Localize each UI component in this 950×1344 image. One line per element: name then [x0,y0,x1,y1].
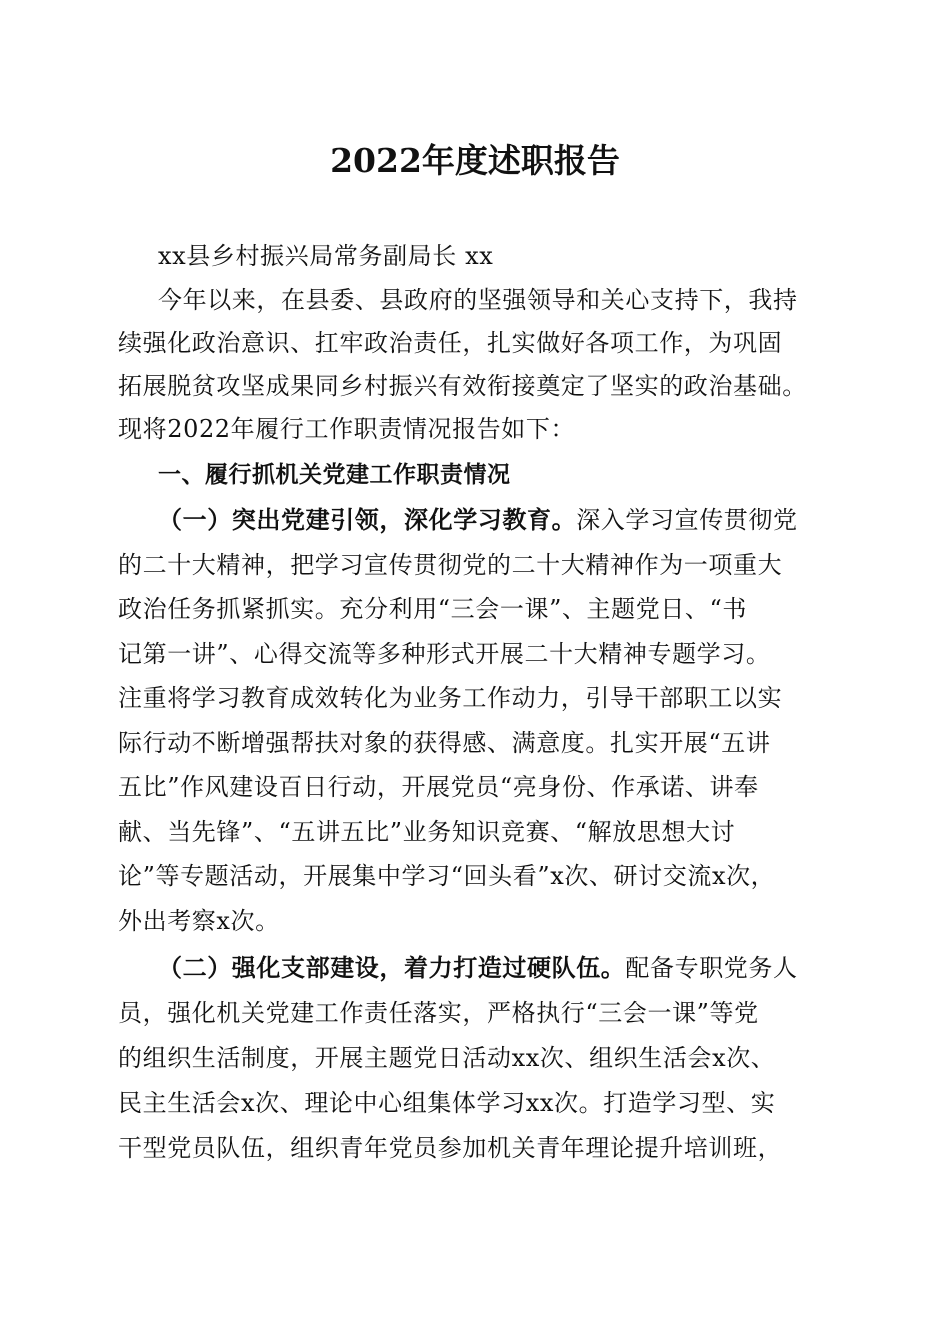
paragraph-line: 干型党员队伍，组织青年党员参加机关青年理论提升培训班， [118,1134,783,1162]
paragraph-line: 外出考察x次。 [118,907,280,935]
paragraph-line [158,500,838,540]
author-line: xx县乡村振兴局常务副局长 xx [158,242,494,270]
paragraph-line: 注重将学习教育成效转化为业务工作动力，引导干部职工以实 [118,684,783,712]
paragraph-line: 现将2022年履行工作职责情况报告如下： [118,415,576,443]
paragraph-line: 的组织生活制度，开展主题党日活动xx次、组织生活会x次、 [118,1044,776,1072]
paragraph-line: 政治任务抓紧抓实。充分利用“三会一课”、主题党日、“书 [118,595,748,623]
paragraph-line: 今年以来，在县委、县政府的坚强领导和关心支持下，我持 [158,286,798,314]
paragraph-line: 拓展脱贫攻坚成果同乡村振兴有效衔接奠定了坚实的政治基础。 [118,372,807,400]
document-title: 2022年度述职报告 [330,141,620,180]
paragraph-line: 记第一讲”、心得交流等多种形式开展二十大精神专题学习。 [118,640,771,668]
subsection-heading: （一）突出党建引领，深化学习教育。 [158,505,577,534]
paragraph-text: 配备专职党务人 [625,954,798,982]
paragraph-line: 续强化政治意识、扛牢政治责任，扎实做好各项工作，为巩固 [118,329,783,357]
paragraph-line: 员，强化机关党建工作责任落实，严格执行“三会一课”等党 [118,999,759,1027]
paragraph-line: 五比”作风建设百日行动，开展党员“亮身份、作承诺、讲奉 [118,773,759,801]
paragraph-text: 深入学习宣传贯彻党 [576,506,798,534]
paragraph-line: 际行动不断增强帮扶对象的获得感、满意度。扎实开展“五讲 [118,729,771,757]
paragraph-line: 献、当先锋”、“五讲五比”业务知识竞赛、“解放思想大讨 [118,818,736,846]
paragraph-line: 民主生活会x次、理论中心组集体学习xx次。打造学习型、实 [118,1089,776,1117]
subsection-heading: （二）强化支部建设，着力打造过硬队伍。 [158,953,626,982]
paragraph-line [158,948,838,988]
paragraph-line: 论”等专题活动，开展集中学习“回头看”x次、研讨交流x次， [118,862,776,890]
section-heading: 一、履行抓机关党建工作职责情况 [158,462,511,488]
paragraph-line: 的二十大精神，把学习宣传贯彻党的二十大精神作为一项重大 [118,551,783,579]
